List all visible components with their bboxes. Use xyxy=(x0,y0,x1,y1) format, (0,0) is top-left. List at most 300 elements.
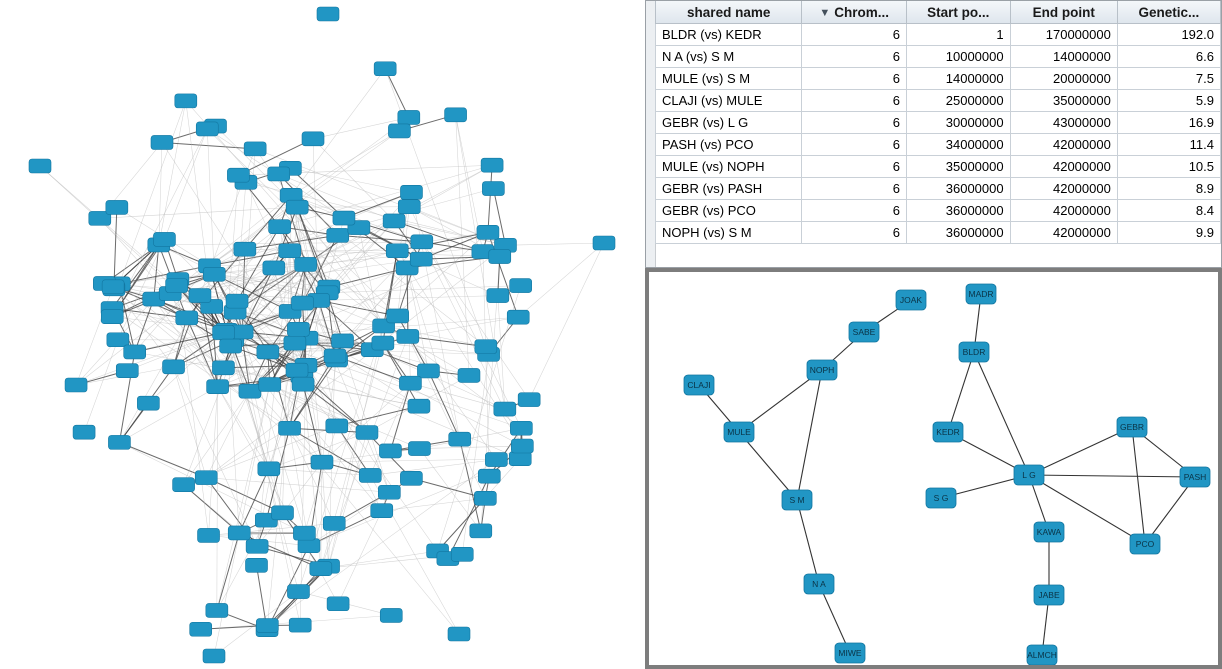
main-network-edge xyxy=(385,69,409,118)
main-network-edge xyxy=(40,166,227,330)
column-header-start-point[interactable] xyxy=(907,1,1011,24)
main-network-edge xyxy=(217,387,218,611)
sub-network-node[interactable] xyxy=(1014,465,1044,485)
main-network-node[interactable] xyxy=(398,200,420,214)
main-network-node[interactable] xyxy=(333,211,355,225)
node-box xyxy=(293,526,315,540)
node-box xyxy=(371,504,393,518)
sub-network-node[interactable] xyxy=(966,284,996,304)
main-network-node[interactable] xyxy=(244,142,266,156)
main-network-node[interactable] xyxy=(226,294,248,308)
cell-genetic[interactable]: 192.0 xyxy=(1117,24,1220,46)
node-box xyxy=(374,62,396,76)
node-box xyxy=(137,396,159,410)
node-box xyxy=(487,289,509,303)
table-row[interactable] xyxy=(656,222,1221,244)
table-row[interactable] xyxy=(656,90,1221,112)
sub-network-edge xyxy=(1029,475,1195,477)
main-network-node[interactable] xyxy=(332,334,354,348)
main-network-node[interactable] xyxy=(507,310,529,324)
cell-genetic[interactable]: 6.6 xyxy=(1117,46,1220,68)
cell-genetic[interactable]: 9.9 xyxy=(1117,222,1220,244)
main-network-node[interactable] xyxy=(388,124,410,138)
sub-network-node[interactable] xyxy=(684,375,714,395)
main-network-node[interactable] xyxy=(291,296,313,310)
sub-network-graph[interactable] xyxy=(649,272,1218,665)
main-network-node[interactable] xyxy=(383,214,405,228)
main-network-node[interactable] xyxy=(411,235,433,249)
main-network-node[interactable] xyxy=(175,94,197,108)
sub-network-node[interactable] xyxy=(849,322,879,342)
main-network-node[interactable] xyxy=(386,244,408,258)
sub-network-edge xyxy=(948,352,974,432)
node-box xyxy=(259,377,281,391)
cell-end_point[interactable]: 42000000 xyxy=(1010,178,1117,200)
node-label: PASH xyxy=(1183,471,1207,482)
cell-genetic[interactable]: 8.9 xyxy=(1117,178,1220,200)
node-box xyxy=(213,326,235,340)
main-network-node[interactable] xyxy=(246,539,268,553)
node-box xyxy=(220,339,242,353)
cell-genetic[interactable]: 5.9 xyxy=(1117,90,1220,112)
cell-chromosome[interactable]: 6 xyxy=(802,156,907,178)
node-box xyxy=(397,329,419,343)
main-network-node[interactable] xyxy=(234,242,256,256)
node-box xyxy=(383,214,405,228)
main-network-node[interactable] xyxy=(302,132,324,146)
sub-network-node[interactable] xyxy=(896,290,926,310)
sub-network-node[interactable] xyxy=(959,342,989,362)
node-box xyxy=(400,471,422,485)
main-network-edge xyxy=(407,268,460,439)
node-box xyxy=(310,562,332,576)
main-network-node[interactable] xyxy=(310,562,332,576)
main-network-edge xyxy=(419,446,522,449)
node-box xyxy=(400,185,422,199)
main-network-node[interactable] xyxy=(487,289,509,303)
main-network-node[interactable] xyxy=(356,426,378,440)
cell-end_point[interactable]: 42000000 xyxy=(1010,156,1117,178)
cell-shared_name[interactable]: BLDR (vs) KEDR xyxy=(656,24,802,46)
column-header-end-point[interactable] xyxy=(1010,1,1117,24)
cell-genetic[interactable]: 11.4 xyxy=(1117,134,1220,156)
node-label: NOPH xyxy=(809,364,835,375)
cell-start_point[interactable]: 35000000 xyxy=(907,156,1011,178)
node-box xyxy=(203,649,225,663)
node-box xyxy=(417,364,439,378)
cell-chromosome[interactable]: 6 xyxy=(802,200,907,222)
node-box xyxy=(410,252,432,266)
shared-segments-table[interactable] xyxy=(655,1,1221,244)
main-network-node[interactable] xyxy=(246,558,268,572)
main-network-node[interactable] xyxy=(298,539,320,553)
main-network-node[interactable] xyxy=(106,200,128,214)
node-box xyxy=(398,110,420,124)
main-network-node[interactable] xyxy=(206,603,228,617)
main-network-node[interactable] xyxy=(324,349,346,363)
cell-start_point[interactable]: 14000000 xyxy=(907,68,1011,90)
node-box xyxy=(286,363,308,377)
main-network-node[interactable] xyxy=(374,62,396,76)
node-box xyxy=(327,597,349,611)
node-box xyxy=(101,310,123,324)
cell-start_point[interactable]: 30000000 xyxy=(907,112,1011,134)
cell-shared_name[interactable]: PASH (vs) PCO xyxy=(656,134,802,156)
node-label: CLAJI xyxy=(687,379,711,390)
main-network-edge xyxy=(100,207,297,218)
table-row[interactable] xyxy=(656,68,1221,90)
main-network-node[interactable] xyxy=(511,439,533,453)
node-box xyxy=(372,336,394,350)
main-network-node[interactable] xyxy=(212,361,234,375)
main-network-node[interactable] xyxy=(474,491,496,505)
cell-end_point[interactable]: 42000000 xyxy=(1010,200,1117,222)
main-network-node[interactable] xyxy=(287,585,309,599)
main-network-node[interactable] xyxy=(510,279,532,293)
node-box xyxy=(279,421,301,435)
node-box xyxy=(478,469,500,483)
main-network-node[interactable] xyxy=(65,378,87,392)
main-network-node[interactable] xyxy=(287,322,309,336)
main-network-node[interactable] xyxy=(510,421,532,435)
node-box xyxy=(489,250,511,264)
node-box xyxy=(518,393,540,407)
main-network-node[interactable] xyxy=(289,618,311,632)
right-column xyxy=(645,0,1222,669)
cell-start_point[interactable]: 34000000 xyxy=(907,134,1011,156)
main-network-node[interactable] xyxy=(478,469,500,483)
sub-network-node[interactable] xyxy=(933,422,963,442)
main-network-node[interactable] xyxy=(417,364,439,378)
main-network-node[interactable] xyxy=(108,435,130,449)
sub-network-node[interactable] xyxy=(835,643,865,663)
node-box xyxy=(317,7,339,21)
main-network-node[interactable] xyxy=(449,432,471,446)
column-header-label: Start po... xyxy=(927,4,990,20)
table-row[interactable] xyxy=(656,178,1221,200)
node-label: SABE xyxy=(852,326,876,337)
main-network-node[interactable] xyxy=(279,421,301,435)
node-box xyxy=(326,419,348,433)
cell-chromosome[interactable]: 6 xyxy=(802,178,907,200)
sub-network-node[interactable] xyxy=(782,490,812,510)
node-box xyxy=(108,435,130,449)
main-network-node[interactable] xyxy=(116,364,138,378)
cell-shared_name[interactable]: MULE (vs) NOPH xyxy=(656,156,802,178)
node-box xyxy=(203,267,225,281)
node-box xyxy=(324,349,346,363)
node-box xyxy=(269,220,291,234)
node-box xyxy=(481,158,503,172)
main-network-node[interactable] xyxy=(359,468,381,482)
cell-chromosome[interactable]: 6 xyxy=(802,112,907,134)
main-network-node[interactable] xyxy=(509,452,531,466)
main-network-node[interactable] xyxy=(284,336,306,350)
cell-start_point[interactable]: 25000000 xyxy=(907,90,1011,112)
table-row[interactable] xyxy=(656,156,1221,178)
node-box xyxy=(292,377,314,391)
cell-end_point[interactable]: 43000000 xyxy=(1010,112,1117,134)
node-box xyxy=(212,361,234,375)
cell-genetic[interactable]: 8.4 xyxy=(1117,200,1220,222)
sub-network-node[interactable] xyxy=(1130,534,1160,554)
cell-start_point[interactable]: 36000000 xyxy=(907,178,1011,200)
cell-end_point[interactable]: 42000000 xyxy=(1010,134,1117,156)
main-network-node[interactable] xyxy=(227,168,249,182)
column-header-chromosome[interactable] xyxy=(802,1,907,24)
filter-icon[interactable]: ▼ xyxy=(819,6,831,19)
table-row[interactable] xyxy=(656,24,1221,46)
main-network-node[interactable] xyxy=(190,622,212,636)
main-network-node[interactable] xyxy=(451,547,473,561)
node-box xyxy=(287,585,309,599)
main-network-node[interactable] xyxy=(272,506,294,520)
cell-end_point[interactable]: 14000000 xyxy=(1010,46,1117,68)
cell-shared_name[interactable]: N A (vs) S M xyxy=(656,46,802,68)
node-box xyxy=(445,108,467,122)
main-network-node[interactable] xyxy=(198,528,220,542)
main-network-node[interactable] xyxy=(311,455,333,469)
main-network-node[interactable] xyxy=(400,185,422,199)
main-network-node[interactable] xyxy=(213,326,235,340)
node-box xyxy=(379,444,401,458)
main-network-node[interactable] xyxy=(173,478,195,492)
node-box xyxy=(287,322,309,336)
main-network-node[interactable] xyxy=(203,267,225,281)
node-box xyxy=(327,228,349,242)
node-label: GEBR xyxy=(1119,421,1145,432)
cell-end_point[interactable]: 170000000 xyxy=(1010,24,1117,46)
node-box xyxy=(256,619,278,633)
main-network-node[interactable] xyxy=(101,310,123,324)
node-box xyxy=(408,442,430,456)
main-network-node[interactable] xyxy=(228,526,250,540)
main-network-node[interactable] xyxy=(398,110,420,124)
node-box xyxy=(386,244,408,258)
main-network-node[interactable] xyxy=(518,393,540,407)
main-network-node[interactable] xyxy=(327,597,349,611)
cell-shared_name[interactable]: MULE (vs) S M xyxy=(656,68,802,90)
sub-network-edge xyxy=(797,500,819,584)
main-network-node[interactable] xyxy=(137,396,159,410)
node-box xyxy=(295,257,317,271)
node-box xyxy=(234,242,256,256)
node-box xyxy=(398,200,420,214)
main-network-edge xyxy=(390,383,410,451)
sub-network-node[interactable] xyxy=(807,360,837,380)
main-network-node[interactable] xyxy=(295,257,317,271)
node-box xyxy=(246,539,268,553)
main-network-node[interactable] xyxy=(263,261,285,275)
main-network-node[interactable] xyxy=(410,252,432,266)
main-network-node[interactable] xyxy=(259,377,281,391)
sub-network-node[interactable] xyxy=(1117,417,1147,437)
main-network-node[interactable] xyxy=(189,289,211,303)
main-network-node[interactable] xyxy=(481,158,503,172)
cell-genetic[interactable]: 16.9 xyxy=(1117,112,1220,134)
main-network-node[interactable] xyxy=(286,363,308,377)
main-network-node[interactable] xyxy=(475,340,497,354)
main-network-node[interactable] xyxy=(203,649,225,663)
main-network-node[interactable] xyxy=(196,122,218,136)
main-network-node[interactable] xyxy=(489,250,511,264)
main-network-node[interactable] xyxy=(102,280,124,294)
main-network-node[interactable] xyxy=(372,336,394,350)
cell-shared_name[interactable]: CLAJI (vs) MULE xyxy=(656,90,802,112)
node-label: N A xyxy=(812,578,826,589)
main-network-node[interactable] xyxy=(257,345,279,359)
main-network-node[interactable] xyxy=(445,108,467,122)
cell-shared_name[interactable]: NOPH (vs) S M xyxy=(656,222,802,244)
cell-chromosome[interactable]: 6 xyxy=(802,222,907,244)
sub-network-edge xyxy=(1029,427,1132,475)
node-box xyxy=(124,345,146,359)
node-box xyxy=(311,455,333,469)
main-network-node[interactable] xyxy=(448,627,470,641)
main-network-edge xyxy=(322,360,337,462)
column-header-genetic[interactable] xyxy=(1117,1,1220,24)
main-network-node[interactable] xyxy=(258,462,280,476)
main-network-node[interactable] xyxy=(494,402,516,416)
main-network-node[interactable] xyxy=(220,339,242,353)
cell-genetic[interactable]: 7.5 xyxy=(1117,68,1220,90)
cell-end_point[interactable]: 35000000 xyxy=(1010,90,1117,112)
main-network-node[interactable] xyxy=(380,608,402,622)
main-network-node[interactable] xyxy=(268,167,290,181)
node-box xyxy=(268,167,290,181)
main-network-node[interactable] xyxy=(239,384,261,398)
node-box xyxy=(482,182,504,196)
main-network-node[interactable] xyxy=(323,516,345,530)
node-box xyxy=(507,310,529,324)
main-network-node[interactable] xyxy=(378,485,400,499)
sub-network-node[interactable] xyxy=(804,574,834,594)
sub-network-node[interactable] xyxy=(1027,645,1057,665)
sub-network-node[interactable] xyxy=(1180,467,1210,487)
main-network-edge xyxy=(319,300,398,316)
sub-network-panel[interactable] xyxy=(645,268,1222,669)
main-network-node[interactable] xyxy=(166,279,188,293)
main-network-node[interactable] xyxy=(73,425,95,439)
main-network-edge xyxy=(217,533,239,610)
main-network-node[interactable] xyxy=(176,311,198,325)
cell-shared_name[interactable]: GEBR (vs) PCO xyxy=(656,200,802,222)
cell-shared_name[interactable]: GEBR (vs) L G xyxy=(656,112,802,134)
cell-start_point[interactable]: 10000000 xyxy=(907,46,1011,68)
main-network-node[interactable] xyxy=(482,182,504,196)
node-label: S M xyxy=(789,494,805,505)
cell-genetic[interactable]: 10.5 xyxy=(1117,156,1220,178)
table-row[interactable] xyxy=(656,134,1221,156)
node-label: S G xyxy=(933,492,949,503)
main-network-node[interactable] xyxy=(470,524,492,538)
node-label: JOAK xyxy=(899,294,923,305)
main-network-node[interactable] xyxy=(195,471,217,485)
table-header-row xyxy=(656,1,1221,24)
main-network-edge xyxy=(408,317,518,336)
main-network-edge xyxy=(383,343,419,406)
shared-segments-table-panel[interactable] xyxy=(645,0,1222,268)
main-network-node[interactable] xyxy=(163,360,185,374)
main-network-node[interactable] xyxy=(107,333,129,347)
main-network-node[interactable] xyxy=(379,444,401,458)
main-network-node[interactable] xyxy=(293,526,315,540)
main-network-node[interactable] xyxy=(317,7,339,21)
main-network-node[interactable] xyxy=(458,368,480,382)
main-network-node[interactable] xyxy=(153,232,175,246)
main-network-node[interactable] xyxy=(29,159,51,173)
main-network-node[interactable] xyxy=(400,471,422,485)
node-box xyxy=(195,471,217,485)
column-header-label: shared name xyxy=(687,4,771,20)
node-box xyxy=(189,289,211,303)
cell-shared_name[interactable]: GEBR (vs) PASH xyxy=(656,178,802,200)
main-network-node[interactable] xyxy=(326,419,348,433)
node-box xyxy=(102,280,124,294)
cell-chromosome[interactable]: 6 xyxy=(802,68,907,90)
cell-start_point[interactable]: 36000000 xyxy=(907,200,1011,222)
node-box xyxy=(190,622,212,636)
node-box xyxy=(509,452,531,466)
node-label: ALMCH xyxy=(1027,649,1057,660)
main-network-node[interactable] xyxy=(256,619,278,633)
cell-end_point[interactable]: 20000000 xyxy=(1010,68,1117,90)
cell-start_point[interactable]: 36000000 xyxy=(907,222,1011,244)
node-box xyxy=(196,122,218,136)
node-box xyxy=(246,558,268,572)
main-network-node[interactable] xyxy=(477,225,499,239)
main-network-node[interactable] xyxy=(151,135,173,149)
main-network-node[interactable] xyxy=(593,236,615,250)
main-network-node[interactable] xyxy=(408,442,430,456)
main-network-node[interactable] xyxy=(292,377,314,391)
cell-chromosome[interactable]: 6 xyxy=(802,46,907,68)
main-network-node[interactable] xyxy=(399,376,421,390)
main-network-node[interactable] xyxy=(279,244,301,258)
cell-chromosome[interactable]: 6 xyxy=(802,24,907,46)
node-box xyxy=(477,225,499,239)
node-box xyxy=(198,528,220,542)
cell-start_point[interactable]: 1 xyxy=(907,24,1011,46)
main-network-node[interactable] xyxy=(408,399,430,413)
main-network-edge xyxy=(407,268,408,336)
node-box xyxy=(510,421,532,435)
main-network-node[interactable] xyxy=(397,329,419,343)
cell-chromosome[interactable]: 6 xyxy=(802,134,907,156)
main-network-node[interactable] xyxy=(207,380,229,394)
table-row[interactable] xyxy=(656,200,1221,222)
main-network-node[interactable] xyxy=(387,309,409,323)
table-row[interactable] xyxy=(656,112,1221,134)
main-network-node[interactable] xyxy=(286,200,308,214)
main-network-node[interactable] xyxy=(371,504,393,518)
column-header-shared-name[interactable] xyxy=(656,1,802,24)
sub-network-node[interactable] xyxy=(724,422,754,442)
sub-network-node[interactable] xyxy=(926,488,956,508)
sub-network-node[interactable] xyxy=(1034,585,1064,605)
main-network-node[interactable] xyxy=(485,453,507,467)
node-box xyxy=(272,506,294,520)
sub-network-node[interactable] xyxy=(1034,522,1064,542)
node-box xyxy=(387,309,409,323)
node-box xyxy=(116,364,138,378)
cell-chromosome[interactable]: 6 xyxy=(802,90,907,112)
main-network-node[interactable] xyxy=(124,345,146,359)
table-row[interactable] xyxy=(656,46,1221,68)
main-network-node[interactable] xyxy=(327,228,349,242)
cell-end_point[interactable]: 42000000 xyxy=(1010,222,1117,244)
main-network-node[interactable] xyxy=(269,220,291,234)
